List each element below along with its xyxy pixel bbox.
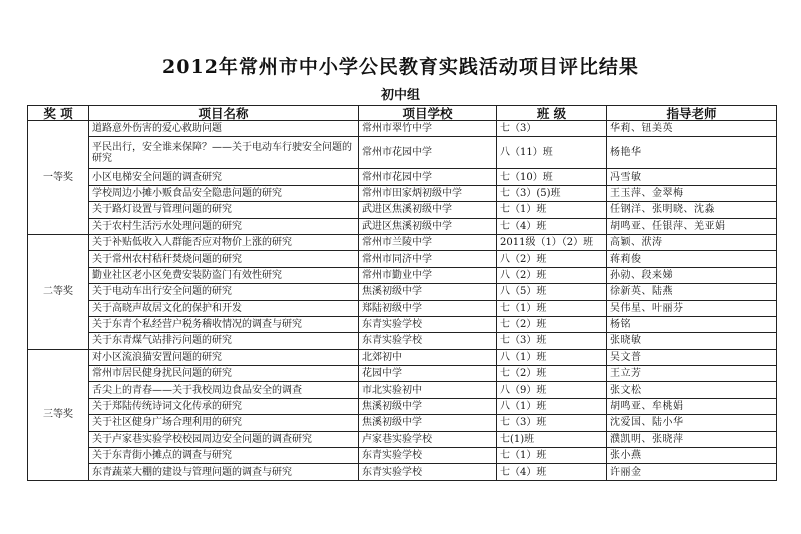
school-cell: 武进区焦溪初级中学: [359, 202, 497, 218]
table-row: [28, 169, 777, 185]
table-row: [28, 333, 777, 349]
class-cell: 七（3）: [497, 121, 607, 137]
class-cell: 七（1）班: [497, 300, 607, 316]
teacher-cell: 张文松: [607, 382, 777, 398]
table-row: [28, 382, 777, 398]
teacher-cell: 杨铭: [607, 316, 777, 332]
class-cell: 七（1）班: [497, 202, 607, 218]
project-name-cell: 关于高晓声故居文化的保护和开发: [89, 300, 359, 316]
school-cell: 东青实验学校: [359, 333, 497, 349]
school-cell: 常州市同济中学: [359, 251, 497, 267]
table-row: [28, 448, 777, 464]
page-subtitle: 初中组: [380, 88, 420, 103]
project-name-cell: 舌尖上的青春——关于我校周边食品安全的调查: [89, 382, 359, 398]
table-header-row: [28, 106, 777, 121]
teacher-cell: 杨艳华: [607, 137, 777, 169]
table-row: [28, 137, 777, 169]
school-cell: 常州市花园中学: [359, 137, 497, 169]
teacher-cell: 张小燕: [607, 448, 777, 464]
project-name-cell: 关于路灯设置与管理问题的研究: [89, 202, 359, 218]
table-row: [28, 267, 777, 283]
project-name-cell: 学校周边小摊小贩食品安全隐患问题的研究: [89, 185, 359, 201]
project-name-cell: 关于常州农村秸秆焚烧问题的研究: [89, 251, 359, 267]
teacher-cell: 胡鸣亚、牟桃娟: [607, 398, 777, 414]
table-row: [28, 431, 777, 447]
table-row: [28, 398, 777, 414]
teacher-cell: 吴文普: [607, 349, 777, 365]
class-cell: 八（1）班: [497, 398, 607, 414]
award-cell: 三等奖: [28, 349, 89, 480]
header-project-name: 项目名称: [89, 106, 359, 121]
class-cell: 八（1）班: [497, 349, 607, 365]
school-cell: 焦溪初级中学: [359, 398, 497, 414]
teacher-cell: 濮凯明、张晓萍: [607, 431, 777, 447]
project-name-cell: 关于东青个私经营户税务稽收情况的调查与研究: [89, 316, 359, 332]
teacher-cell: 张晓敏: [607, 333, 777, 349]
table-row: [28, 464, 777, 480]
class-cell: 七（2）班: [497, 366, 607, 382]
school-cell: 东青实验学校: [359, 316, 497, 332]
project-name-cell: 道路意外伤害的爱心救助问题: [89, 121, 359, 137]
school-cell: 市北实验初中: [359, 382, 497, 398]
table-row: [28, 251, 777, 267]
teacher-cell: 沈爱国、陆小华: [607, 415, 777, 431]
table-row: [28, 316, 777, 332]
project-name-cell: 勤业社区老小区免费安装防盗门有效性研究: [89, 267, 359, 283]
project-name-cell: 对小区流浪猫安置问题的研究: [89, 349, 359, 365]
table-row: [28, 185, 777, 201]
project-name-cell: 关于农村生活污水处理问题的研究: [89, 218, 359, 234]
school-cell: 花园中学: [359, 366, 497, 382]
school-cell: 常州市田家炳初级中学: [359, 185, 497, 201]
table-row: [28, 300, 777, 316]
project-name-cell: 关于社区健身广场合理利用的研究: [89, 415, 359, 431]
teacher-cell: 王立芳: [607, 366, 777, 382]
teacher-cell: 王玉萍、金翠梅: [607, 185, 777, 201]
teacher-cell: 胡鸣亚、任银萍、羌亚娟: [607, 218, 777, 234]
project-name-cell: 关于卢家巷实验学校校园周边安全问题的调查研究: [89, 431, 359, 447]
class-cell: 八（5）班: [497, 284, 607, 300]
award-cell: 一等奖: [28, 121, 89, 235]
teacher-cell: 任钢洋、张明晓、沈淼: [607, 202, 777, 218]
teacher-cell: 吴伟星、叶丽芬: [607, 300, 777, 316]
class-cell: 七（3）班: [497, 415, 607, 431]
project-name-cell: 关于电动车出行安全问题的研究: [89, 284, 359, 300]
class-cell: 八（2）班: [497, 267, 607, 283]
header-teacher: 指导老师: [607, 106, 777, 121]
school-cell: 东青实验学校: [359, 464, 497, 480]
class-cell: 七（4）班: [497, 464, 607, 480]
class-cell: 七（4）班: [497, 218, 607, 234]
teacher-cell: 高颖、洑涛: [607, 234, 777, 250]
table-row: [28, 121, 777, 137]
class-cell: 七（3）(5)班: [497, 185, 607, 201]
teacher-cell: 冯雪敏: [607, 169, 777, 185]
class-cell: 七（3）班: [497, 333, 607, 349]
school-cell: 焦溪初级中学: [359, 415, 497, 431]
header-school: 项目学校: [359, 106, 497, 121]
class-cell: 七(1)班: [497, 431, 607, 447]
project-name-cell: 关于郑陆传统诗词文化传承的研究: [89, 398, 359, 414]
class-cell: 七（2）班: [497, 316, 607, 332]
table-row: [28, 218, 777, 234]
teacher-cell: 华莉、钮美英: [607, 121, 777, 137]
project-name-cell: 关于东青街小摊点的调查与研究: [89, 448, 359, 464]
project-name-cell: 小区电梯安全问题的调查研究: [89, 169, 359, 185]
project-name-cell: 关于补贴低收入人群能否应对物价上涨的研究: [89, 234, 359, 250]
class-cell: 七（10）班: [497, 169, 607, 185]
school-cell: 常州市兰陵中学: [359, 234, 497, 250]
school-cell: 常州市翠竹中学: [359, 121, 497, 137]
header-award: 奖 项: [28, 106, 89, 121]
class-cell: 2011级（1）（2）班: [497, 234, 607, 250]
school-cell: 武进区焦溪初级中学: [359, 218, 497, 234]
class-cell: 八（2）班: [497, 251, 607, 267]
project-name-cell: 东青蔬菜大棚的建设与管理问题的调查与研究: [89, 464, 359, 480]
table-row: [28, 234, 777, 250]
table-row: [28, 349, 777, 365]
table-row: [28, 366, 777, 382]
project-name-cell: 关于东青煤气站排污问题的研究: [89, 333, 359, 349]
teacher-cell: 徐新英、陆燕: [607, 284, 777, 300]
table-row: [28, 284, 777, 300]
class-cell: 八（11）班: [497, 137, 607, 169]
school-cell: 东青实验学校: [359, 448, 497, 464]
page-title: 2012年常州市中小学公民教育实践活动项目评比结果: [162, 56, 639, 78]
school-cell: 郑陆初级中学: [359, 300, 497, 316]
header-class: 班 级: [497, 106, 607, 121]
table-row: [28, 415, 777, 431]
teacher-cell: 蒋莉俊: [607, 251, 777, 267]
school-cell: 北郊初中: [359, 349, 497, 365]
school-cell: 常州市勤业中学: [359, 267, 497, 283]
class-cell: 八（9）班: [497, 382, 607, 398]
teacher-cell: 孙勍、段来娣: [607, 267, 777, 283]
class-cell: 七（1）班: [497, 448, 607, 464]
school-cell: 焦溪初级中学: [359, 284, 497, 300]
school-cell: 卢家巷实验学校: [359, 431, 497, 447]
project-name-cell: 平民出行，安全谁来保障？——关于电动车行驶安全问题的研究: [89, 137, 359, 169]
school-cell: 常州市花园中学: [359, 169, 497, 185]
table-row: [28, 202, 777, 218]
project-name-cell: 常州市居民健身扰民问题的研究: [89, 366, 359, 382]
results-table: [27, 105, 777, 481]
award-cell: 二等奖: [28, 234, 89, 349]
teacher-cell: 许丽金: [607, 464, 777, 480]
